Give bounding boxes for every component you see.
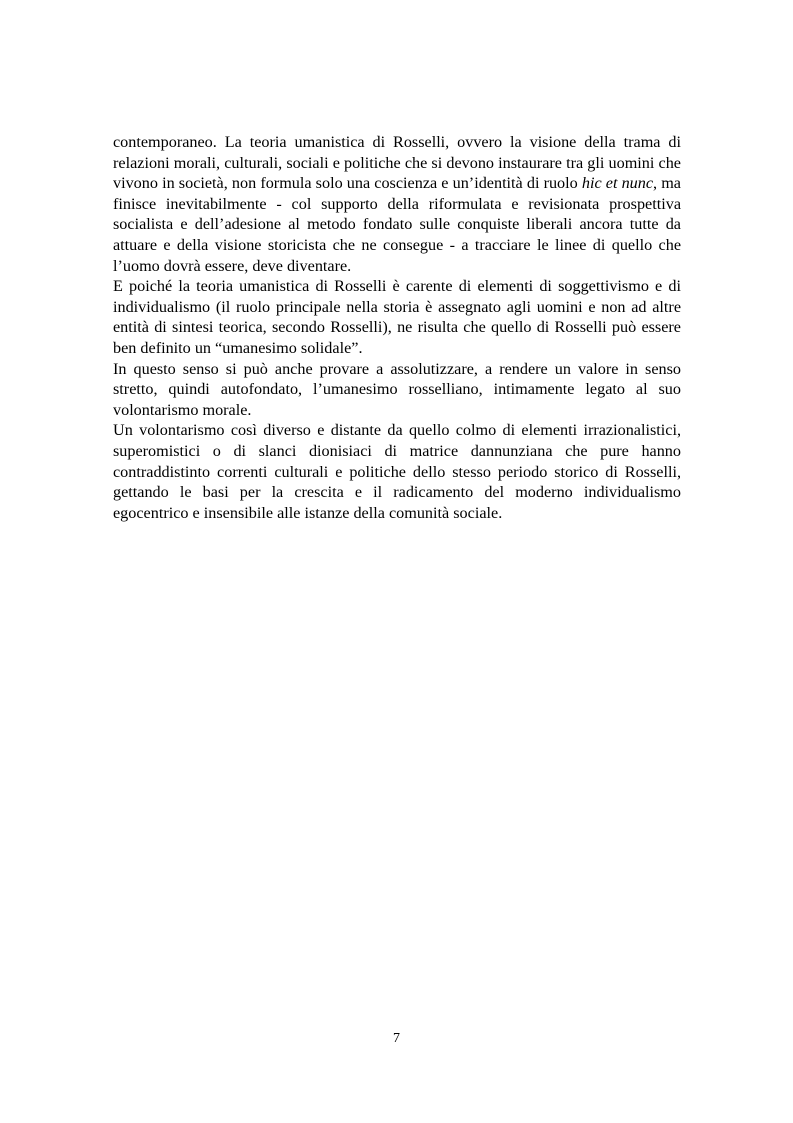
- paragraph-3: [113, 359, 681, 421]
- latin-phrase-hic-et-nunc: hic et nunc: [581, 174, 654, 193]
- paragraph-3-text: In questo senso si può anche provare a assolutizzare, a rendere un valore in senso stretto, quindi autofondato, l’umanesimo rosselliano, intimamente legato al suo volontarismo morale.: [113, 359, 681, 419]
- page-number: 7: [393, 1031, 400, 1046]
- paragraph-1: [113, 132, 681, 276]
- paragraph-2: [113, 276, 681, 358]
- paragraph-1-part-2: , ma finisce inevitabilmente - col supporto della riformulata e revisionata prospettiva socialista e dell’adesione al metodo fondato sulle conquiste liberali ancora tutte da attuare e della visione storicista che ne consegue - a tracciare le linee di quello che l’uomo dovrà essere, deve diventare.: [113, 174, 681, 275]
- paragraph-4-text: Un volontarismo così diverso e distante da quello colmo di elementi irrazionalistici, superomistici o di slanci dionisiaci di matrice dannunziana che pure hanno contraddistinto correnti culturali e politiche dello stesso periodo storico di Rosselli, gettando le basi per la crescita e il radicamento del moderno individualismo egocentrico e insensibile alle istanze della comunità sociale.: [113, 421, 681, 522]
- paragraph-2-text: E poiché la teoria umanistica di Rosselli è carente di elementi di soggettivismo e di individualismo (il ruolo principale nella storia è assegnato agli uomini e non ad altre entità di sintesi teorica, secondo Rosselli), ne risulta che quello di Rosselli può essere ben definito un “umanesimo solidale”.: [113, 277, 681, 357]
- body-text: [113, 132, 681, 523]
- paragraph-4: [113, 420, 681, 523]
- paragraph-1-part-1: contemporaneo. La teoria umanistica di Rosselli, ovvero la visione della trama di relazioni morali, culturali, sociali e politiche che si devono instaurare tra gli uomini che vivono in società, non formula solo una coscienza e un’identità di ruolo: [113, 133, 681, 193]
